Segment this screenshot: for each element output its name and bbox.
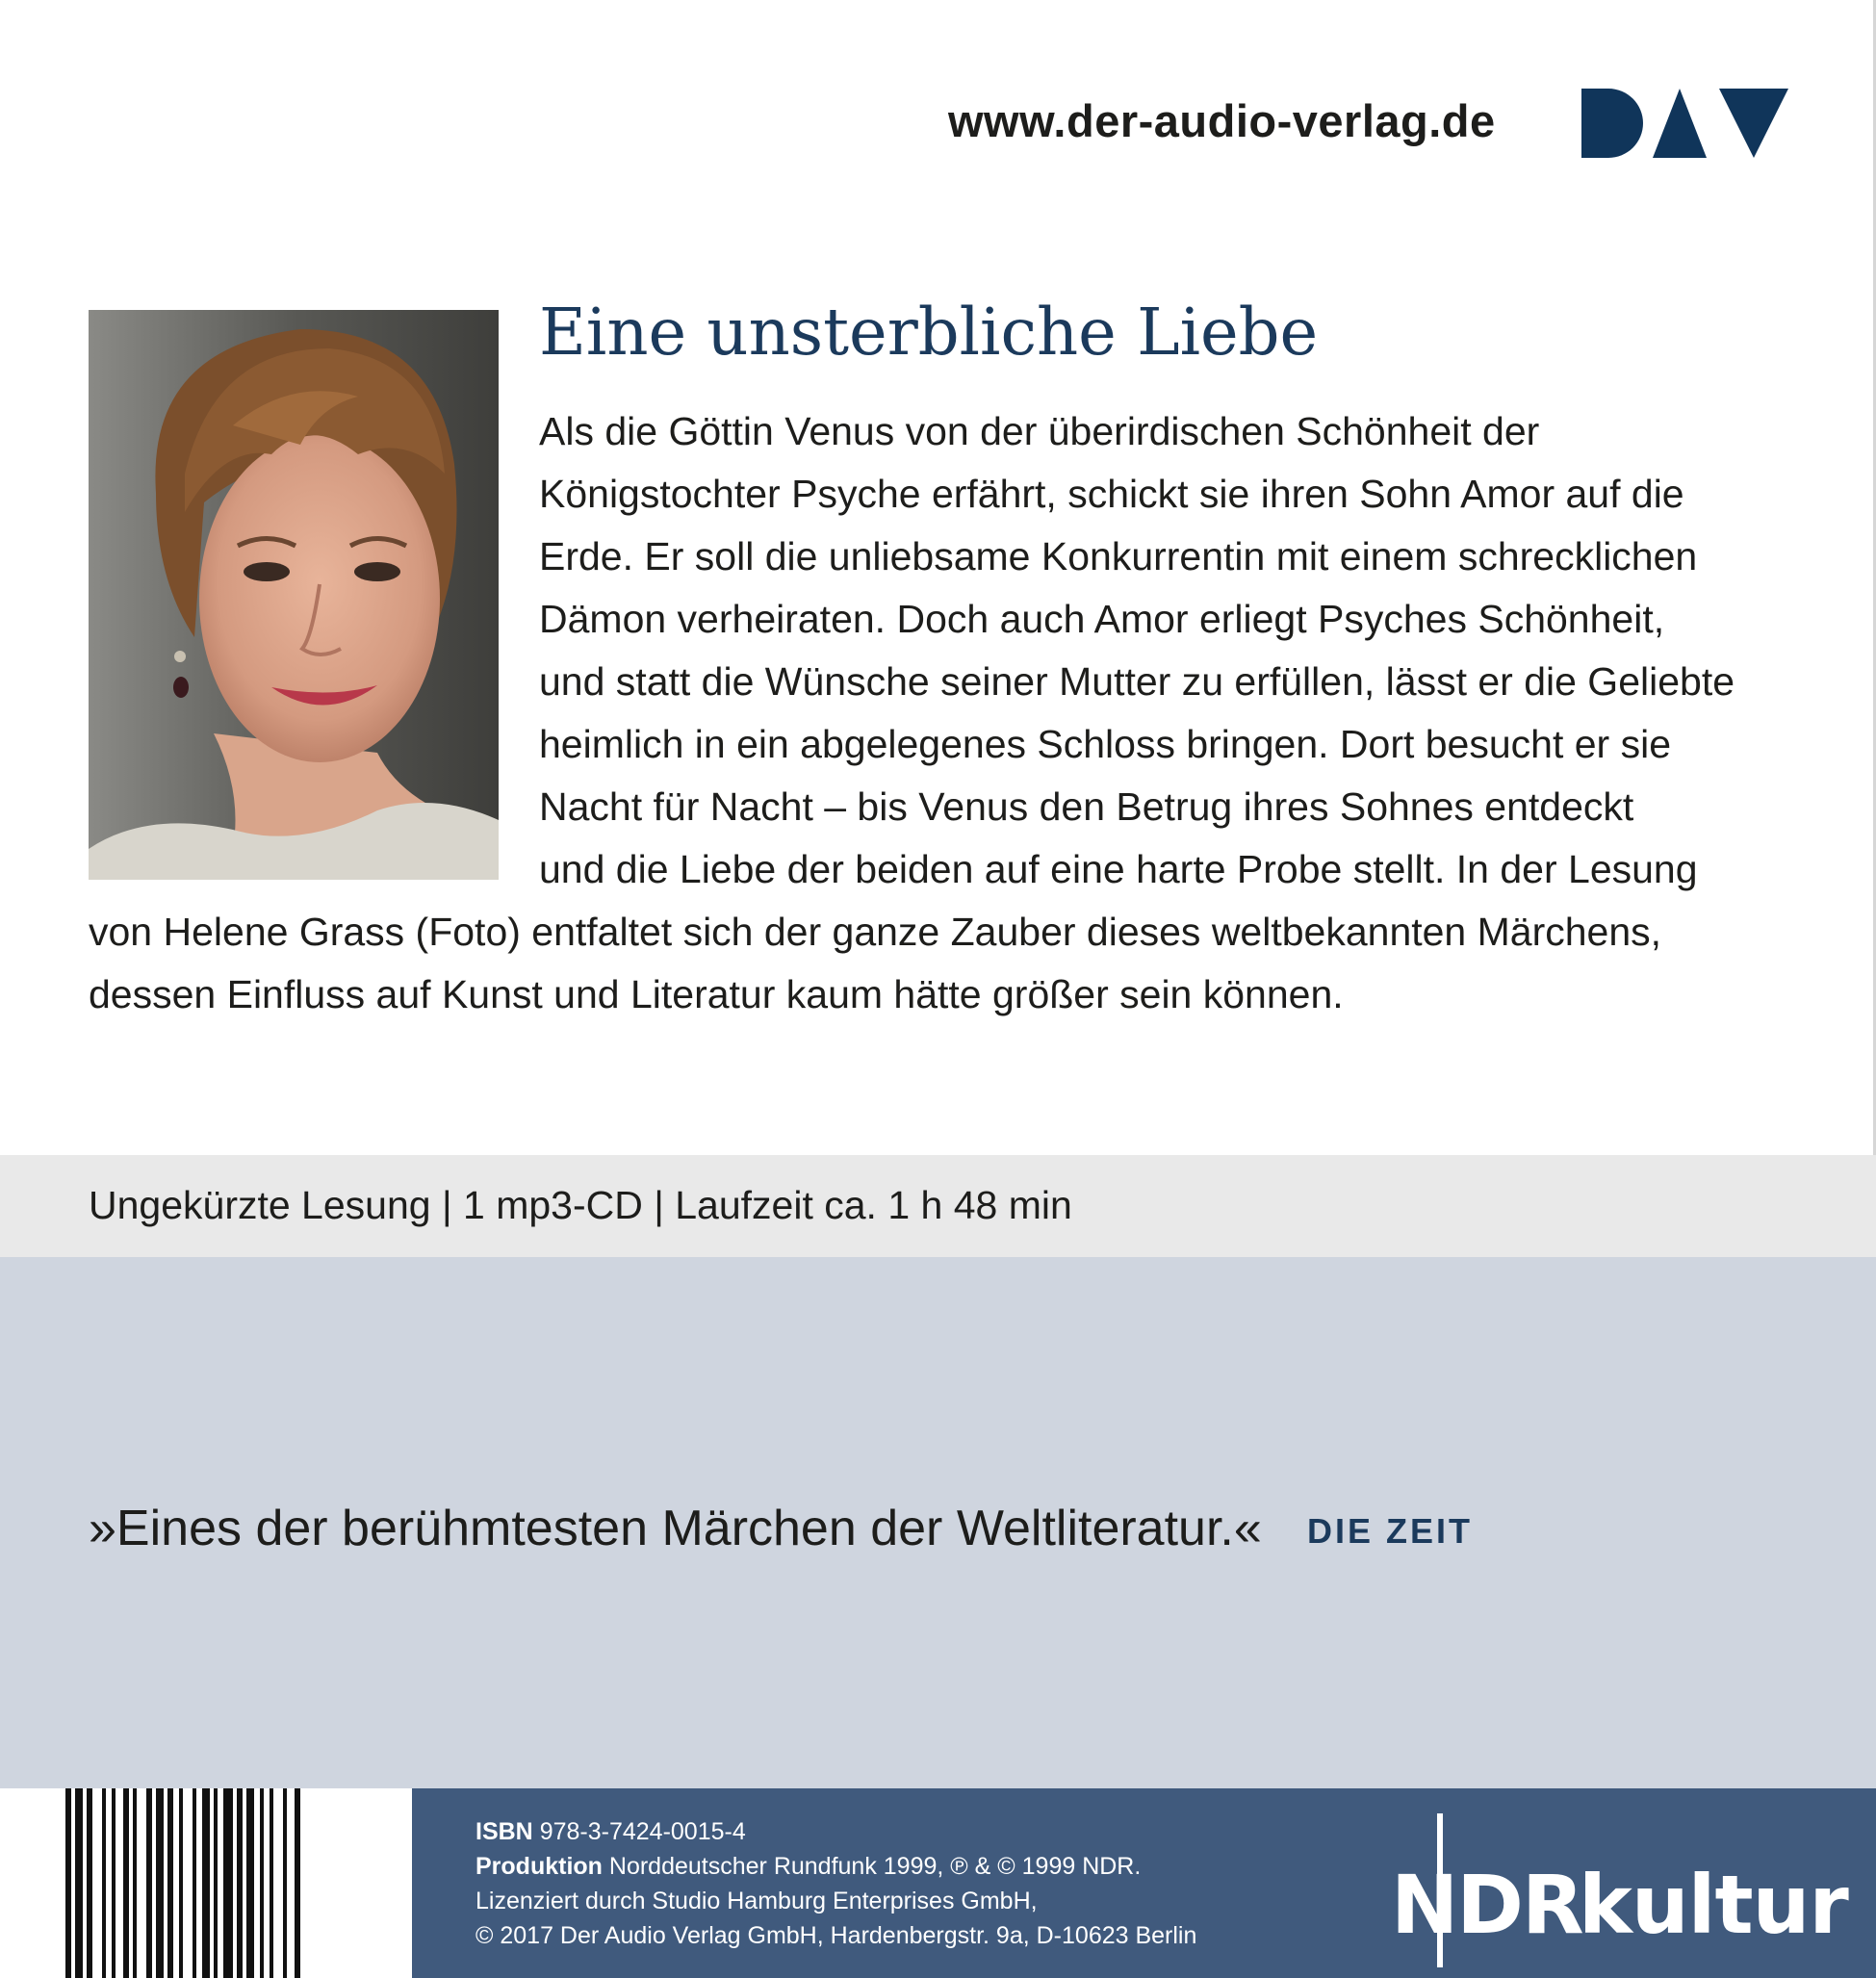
isbn-label: ISBN (475, 1818, 533, 1845)
product-info: Ungekürzte Lesung | 1 mp3-CD | Laufzeit ca. 1 h 48 min (89, 1183, 1072, 1227)
produktion-value: Norddeutscher Rundfunk 1999, ℗ & © 1999 NDR. (608, 1853, 1142, 1880)
description-line: Erde. Er soll die unliebsame Konkurrentin mit einem schrecklichen (539, 534, 1698, 578)
book-title: Eine unsterbliche Liebe (539, 295, 1319, 370)
description-line: Dämon verheiraten. Doch auch Amor erliegt Psyches Schönheit, (539, 597, 1665, 641)
isbn-value: 978-3-7424-0015-4 (539, 1818, 746, 1845)
description-line: und statt die Wünsche seiner Mutter zu erfüllen, lässt er die Geliebte (539, 659, 1735, 704)
license-line: Lizenziert durch Studio Hamburg Enterprises GmbH, (475, 1888, 1038, 1914)
description-line: Nacht für Nacht – bis Venus den Betrug ihres Sohnes entdeckt (539, 784, 1634, 829)
description-line: dessen Einfluss auf Kunst und Literatur kaum hätte größer sein können. (89, 972, 1344, 1016)
barcode-icon (65, 1788, 383, 1978)
description-line: und die Liebe der beiden auf eine harte Probe stellt. In der Lesung (539, 847, 1698, 891)
produktion-line (475, 1855, 1141, 1879)
description-line: von Helene Grass (Foto) entfaltet sich der ganze Zauber dieses weltbekannten Märchens, (89, 910, 1662, 954)
dav-logo (1581, 89, 1788, 158)
description-line: Als die Göttin Venus von der überirdischen Schönheit der (539, 409, 1540, 453)
quote-source: DIE ZEIT (1307, 1511, 1474, 1551)
copyright-line: © 2017 Der Audio Verlag GmbH, Hardenbergstr. 9a, D-10623 Berlin (475, 1922, 1197, 1949)
narrator-photo (89, 310, 499, 880)
svg-text:NDR: NDR (1391, 1858, 1582, 1952)
svg-text:kultur: kultur (1579, 1858, 1848, 1952)
description-line: heimlich in ein abgelegenes Schloss bringen. Dort besucht er sie (539, 722, 1672, 766)
ndr-kultur-logo (1386, 1808, 1848, 1971)
publisher-url[interactable]: www.der-audio-verlag.de (948, 95, 1496, 146)
isbn-line (475, 1820, 746, 1844)
description-line: Königstochter Psyche erfährt, schickt sie ihren Sohn Amor auf die (539, 472, 1684, 516)
produktion-label: Produktion (475, 1853, 603, 1880)
press-quote: »Eines der berühmtesten Märchen der Weltliteratur.« (89, 1501, 1262, 1556)
